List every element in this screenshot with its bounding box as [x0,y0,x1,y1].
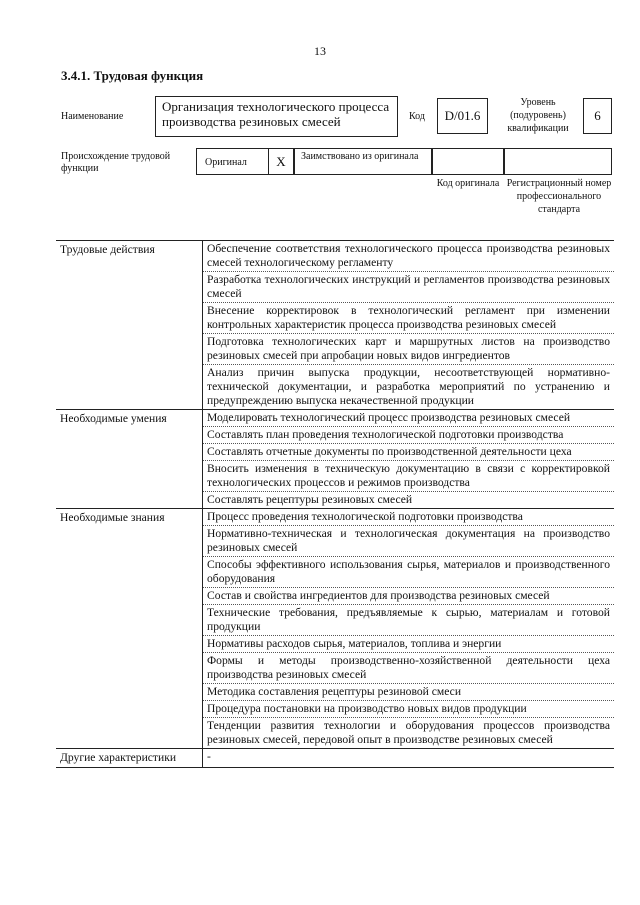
table-row: Способы эффективного использования сырья, материалов и производственного оборудования [203,557,614,588]
table-row: Методика составления рецептуры резиновой смеси [203,684,614,701]
original-cell [196,148,268,175]
original-label: Оригинал [205,157,247,168]
table-group [56,748,614,768]
reg-number-label: Регистрационный номер профессионального стандарта [506,178,612,215]
borrowed-label: Заимствовано из оригинала [301,151,419,162]
code-label: Код [409,111,425,122]
function-name-box: Организация технологического процесса производства резиновых смесей [155,96,398,137]
borrowed-cell [294,148,432,175]
level-label: Уровень (подуровень) квалификации [507,97,569,134]
labor-function-table [56,240,614,768]
table-row: Анализ причин выпуска продукции, несоответствующей нормативно-технической документации, и разработка мероприятий по устранению и предупреждению выпуска некачественной продукции [207,366,610,407]
table-row: Состав и свойства ингредиентов для производства резиновых смесей [203,588,614,605]
table-row: Вносить изменения в техническую документацию в связи с корректировкой технологических процессов и режимов производства [203,461,614,492]
table-row: Процесс проведения технологической подготовки производства [203,509,614,526]
original-code-cell [432,148,504,175]
name-label: Наименование [61,111,124,122]
group-label: Необходимые умения [60,412,167,425]
table-row: Составлять рецептуры резиновых смесей [207,493,413,506]
level-box: 6 [583,98,612,134]
table-row: Нормативы расходов сырья, материалов, топлива и энергии [203,636,614,653]
table-row: Формы и методы производственно-хозяйственной деятельности цеха производства резиновых смесей [203,653,614,684]
table-row: Процедура постановки на производство новых видов продукции [203,701,614,718]
group-label: Необходимые знания [60,511,165,524]
table-row: Разработка технологических инструкций и регламентов производства резиновых смесей [203,272,614,303]
group-label: Трудовые действия [60,243,155,256]
code-box: D/01.6 [437,98,488,134]
origin-row [196,148,612,175]
table-row: - [207,750,211,763]
table-row: Внесение корректировок в технологический регламент при изменении контрольных характеристик процесса производства резиновых смесей [203,303,614,334]
table-row: Тенденции развития технологии и оборудования процессов производства резиновых смесей, передовой опыт в производстве резиновых смесей [207,719,610,746]
group-items [202,410,614,508]
original-code-label: Код оригинала [436,178,500,189]
group-label: Другие характеристики [60,751,177,764]
table-row: Подготовка технологических карт и маршрутных листов на производство резиновых смесей при апробации новых видов ингредиентов [203,334,614,365]
table-row: Технические требования, предъявляемые к сырью, материалам и готовой продукции [203,605,614,636]
table-group [56,240,614,409]
group-items [202,241,614,409]
table-group [56,508,614,748]
table-group [56,409,614,508]
table-row: Составлять отчетные документы по производственной деятельности цеха [203,444,614,461]
table-row: Обеспечение соответствия технологического процесса производства резиновых смесей технологическому регламенту [203,241,614,272]
table-row: Нормативно-техническая и технологическая документация на производство резиновых смесей [203,526,614,557]
original-mark: X [268,148,294,175]
page-number: 13 [314,44,326,58]
origin-label: Происхождение трудовой функции [61,151,171,174]
group-items [202,509,614,748]
reg-number-cell [504,148,612,175]
section-title: 3.4.1. Трудовая функция [61,68,204,83]
group-items [202,749,614,767]
table-row: Составлять план проведения технологической подготовки производства [203,427,614,444]
table-row: Моделировать технологический процесс производства резиновых смесей [203,410,614,427]
